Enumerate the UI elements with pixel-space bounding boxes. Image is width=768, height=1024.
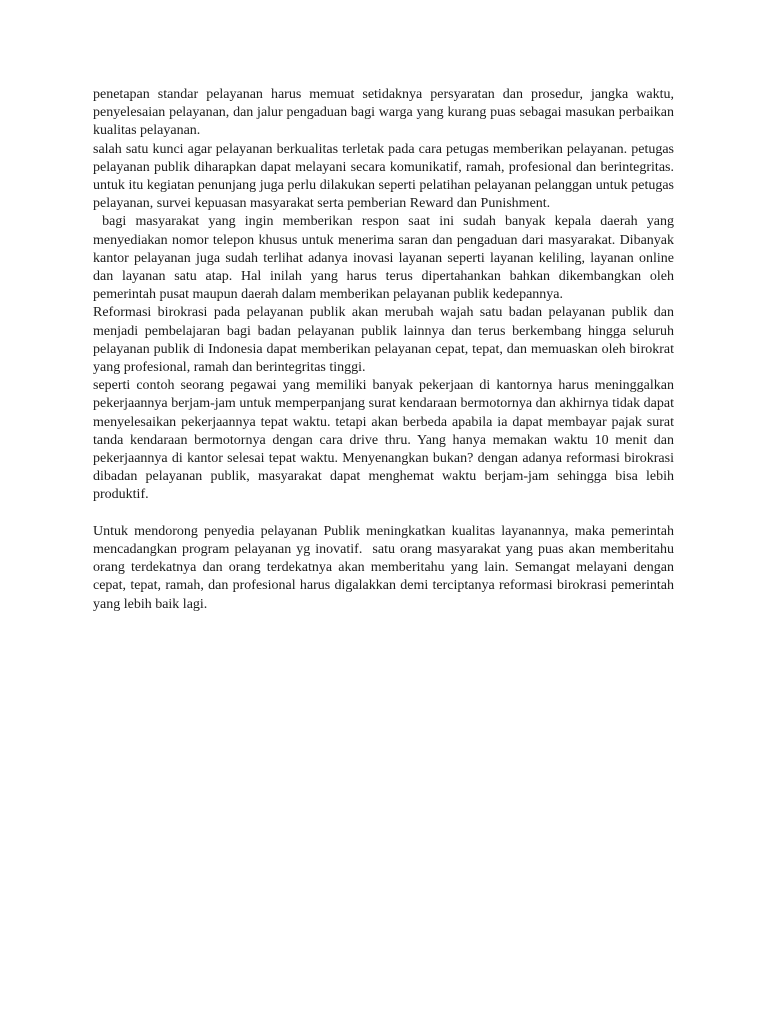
paragraph-bureaucratic-reform: Reformasi birokrasi pada pelayanan publik akan merubah wajah satu badan pelayanan publik dan menjadi pembelajaran bagi badan pelayanan publik lainnya dan terus berkembang hingga seluruh pelayanan publik di Indonesia dapat memberikan pelayanan cepat, tepat, dan memuaskan oleh birokrat yang profesional, ramah dan berintegritas tinggi. bbox=[93, 305, 674, 376]
paragraph-example-drive-thru: seperti contoh seorang pegawai yang memiliki banyak pekerjaan di kantornya harus meninggalkan pekerjaannya berjam-jam untuk memperpanjang surat kendaraan bermotornya dan akhirnya tidak dapat menyelesaikan pekerjaannya tepat waktu. tetapi akan berbeda apabila ia dapat membayar pajak surat tanda kendaraan bermotornya dengan cara drive thru. Yang hanya memakan waktu 10 menit dan pekerjaannya di kantor selesai tepat waktu. Menyenangkan bukan? dengan adanya reformasi birokrasi dibadan pelayanan publik, masyarakat dapat menghemat waktu berjam-jam sehingga bisa lebih produktif. bbox=[93, 378, 674, 503]
paragraph-service-standards: penetapan standar pelayanan harus memuat setidaknya persyaratan dan prosedur, jangka waktu, penyelesaian pelayanan, dan jalur pengaduan bagi warga yang kurang puas sebagai masukan perbaikan kualitas pelayanan. bbox=[93, 87, 674, 139]
paragraph-service-quality: salah satu kunci agar pelayanan berkualitas terletak pada cara petugas memberikan pelayanan. petugas pelayanan publik diharapkan dapat melayani secara komunikatif, ramah, profesional dan berintegritas. untuk itu kegiatan penunjang juga perlu dilakukan seperti pelatihan pelayanan pelanggan untuk petugas pelayanan, survei kepuasan masyarakat serta pemberian Reward dan Punishment. bbox=[93, 141, 674, 212]
document-page bbox=[93, 86, 674, 614]
paragraph-conclusion: Untuk mendorong penyedia pelayanan Publik meningkatkan kualitas layanannya, maka pemerintah mencadangkan program pelayanan yg inovatif. satu orang masyarakat yang puas akan memberitahu orang terdekatnya dan orang terdekatnya akan memberitahu yang lain. Semangat melayani dengan cepat, tepat, ramah, dan profesional harus digalakkan demi terciptanya reformasi birokrasi pemerintah yang lebih baik lagi. bbox=[93, 523, 674, 612]
paragraph-public-feedback: bagi masyarakat yang ingin memberikan respon saat ini sudah banyak kepala daerah yang menyediakan nomor telepon khusus untuk menerima saran dan pengaduan dari masyarakat. Dibanyak kantor pelayanan juga sudah terlihat adanya inovasi layanan seperti layanan keliling, layanan online dan layanan satu atap. Hal inilah yang harus terus dipertahankan bahkan dikembangkan oleh pemerintah pusat maupun daerah dalam memberikan pelayanan publik kedepannya. bbox=[93, 214, 674, 303]
paragraph-spacer bbox=[93, 505, 674, 523]
